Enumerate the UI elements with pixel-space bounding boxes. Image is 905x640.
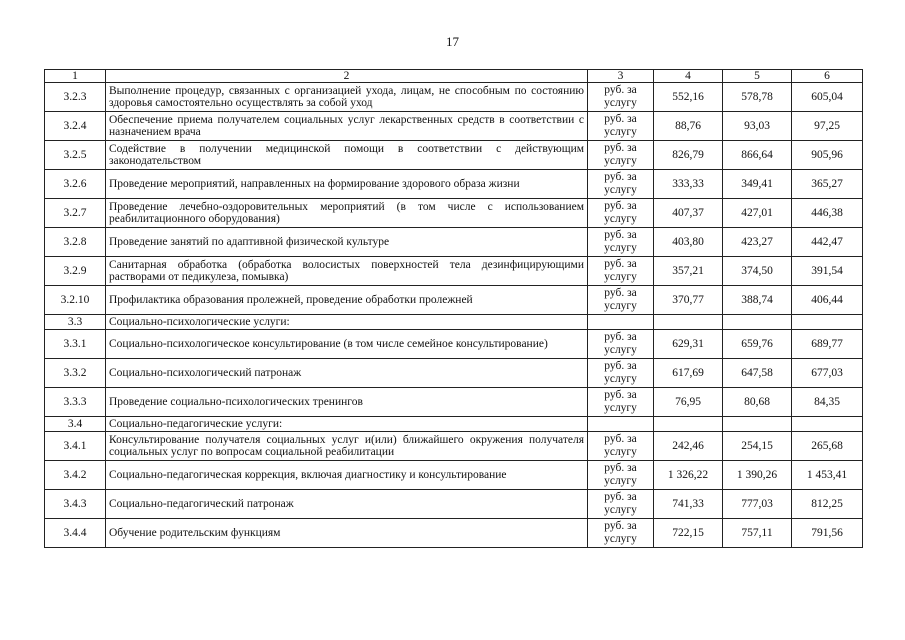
table-row [45, 257, 863, 286]
service-name: Социально-психологический патронаж [106, 359, 588, 388]
tariff-table [44, 69, 863, 548]
empty-cell [792, 315, 863, 330]
table-row [45, 141, 863, 170]
unit-cell: руб. за услугу [588, 432, 654, 461]
value-col-6: 406,44 [792, 286, 863, 315]
value-col-5: 80,68 [723, 388, 792, 417]
empty-cell [654, 417, 723, 432]
value-col-5: 659,76 [723, 330, 792, 359]
table-row [45, 199, 863, 228]
value-col-6: 365,27 [792, 170, 863, 199]
service-name: Содействие в получении медицинской помощи в соответствии с действующим законодательством [106, 141, 588, 170]
item-code: 3.2.5 [45, 141, 106, 170]
service-name: Обеспечение приема получателем социальных услуг лекарственных средств в соответствии с назначением врача [106, 112, 588, 141]
value-col-4: 1 326,22 [654, 461, 723, 490]
section-row [45, 417, 863, 432]
value-col-6: 689,77 [792, 330, 863, 359]
value-col-4: 403,80 [654, 228, 723, 257]
value-col-5: 578,78 [723, 83, 792, 112]
value-col-5: 866,64 [723, 141, 792, 170]
value-col-6: 265,68 [792, 432, 863, 461]
service-name: Проведение занятий по адаптивной физической культуре [106, 228, 588, 257]
unit-cell: руб. за услугу [588, 286, 654, 315]
item-code: 3.3.2 [45, 359, 106, 388]
value-col-5: 1 390,26 [723, 461, 792, 490]
value-col-6: 677,03 [792, 359, 863, 388]
empty-cell [588, 417, 654, 432]
value-col-4: 76,95 [654, 388, 723, 417]
value-col-6: 605,04 [792, 83, 863, 112]
section-title: Социально-педагогические услуги: [106, 417, 588, 432]
unit-cell: руб. за услугу [588, 141, 654, 170]
table-row [45, 170, 863, 199]
value-col-5: 254,15 [723, 432, 792, 461]
value-col-4: 88,76 [654, 112, 723, 141]
table-header-row [45, 70, 863, 83]
service-name: Выполнение процедур, связанных с организацией ухода, лицам, не способным по состоянию здоровья самостоятельно осуществлять за собой уход [106, 83, 588, 112]
value-col-5: 757,11 [723, 519, 792, 548]
value-col-4: 370,77 [654, 286, 723, 315]
empty-cell [723, 315, 792, 330]
header-cell: 2 [106, 70, 588, 83]
table-row [45, 359, 863, 388]
empty-cell [588, 315, 654, 330]
unit-cell: руб. за услугу [588, 257, 654, 286]
value-col-5: 93,03 [723, 112, 792, 141]
item-code: 3.4.4 [45, 519, 106, 548]
item-code: 3.2.8 [45, 228, 106, 257]
service-name: Консультирование получателя социальных услуг и(или) ближайшего окружения получателя социальных услуг по вопросам социальной реабилитации [106, 432, 588, 461]
value-col-4: 826,79 [654, 141, 723, 170]
unit-cell: руб. за услугу [588, 199, 654, 228]
item-code: 3.2.9 [45, 257, 106, 286]
unit-cell: руб. за услугу [588, 461, 654, 490]
table-row [45, 83, 863, 112]
value-col-4: 617,69 [654, 359, 723, 388]
value-col-6: 391,54 [792, 257, 863, 286]
service-name: Профилактика образования пролежней, проведение обработки пролежней [106, 286, 588, 315]
unit-cell: руб. за услугу [588, 388, 654, 417]
value-col-6: 97,25 [792, 112, 863, 141]
table-row [45, 388, 863, 417]
value-col-4: 741,33 [654, 490, 723, 519]
value-col-6: 1 453,41 [792, 461, 863, 490]
header-cell: 6 [792, 70, 863, 83]
header-cell: 4 [654, 70, 723, 83]
unit-cell: руб. за услугу [588, 112, 654, 141]
page-number: 17 [446, 34, 459, 49]
value-col-5: 374,50 [723, 257, 792, 286]
service-name: Санитарная обработка (обработка волосистых поверхностей тела дезинфицирующими растворами от педикулеза, помывка) [106, 257, 588, 286]
value-col-5: 349,41 [723, 170, 792, 199]
value-col-4: 333,33 [654, 170, 723, 199]
empty-cell [723, 417, 792, 432]
value-col-5: 423,27 [723, 228, 792, 257]
value-col-5: 427,01 [723, 199, 792, 228]
value-col-5: 777,03 [723, 490, 792, 519]
item-code: 3.2.10 [45, 286, 106, 315]
table-row [45, 490, 863, 519]
value-col-4: 722,15 [654, 519, 723, 548]
unit-cell: руб. за услугу [588, 83, 654, 112]
service-name: Проведение мероприятий, направленных на формирование здорового образа жизни [106, 170, 588, 199]
service-name: Социально-психологическое консультирование (в том числе семейное консультирование) [106, 330, 588, 359]
value-col-4: 407,37 [654, 199, 723, 228]
unit-cell: руб. за услугу [588, 359, 654, 388]
section-code: 3.4 [45, 417, 106, 432]
value-col-6: 442,47 [792, 228, 863, 257]
service-name: Социально-педагогическая коррекция, включая диагностику и консультирование [106, 461, 588, 490]
section-code: 3.3 [45, 315, 106, 330]
service-name: Социально-педагогический патронаж [106, 490, 588, 519]
value-col-4: 629,31 [654, 330, 723, 359]
value-col-4: 552,16 [654, 83, 723, 112]
item-code: 3.3.1 [45, 330, 106, 359]
table-row [45, 112, 863, 141]
value-col-6: 84,35 [792, 388, 863, 417]
table-row [45, 286, 863, 315]
unit-cell: руб. за услугу [588, 330, 654, 359]
value-col-6: 446,38 [792, 199, 863, 228]
item-code: 3.2.7 [45, 199, 106, 228]
value-col-5: 647,58 [723, 359, 792, 388]
item-code: 3.3.3 [45, 388, 106, 417]
header-cell: 1 [45, 70, 106, 83]
item-code: 3.2.3 [45, 83, 106, 112]
header-cell: 3 [588, 70, 654, 83]
table-row [45, 432, 863, 461]
item-code: 3.4.3 [45, 490, 106, 519]
service-name: Обучение родительским функциям [106, 519, 588, 548]
unit-cell: руб. за услугу [588, 170, 654, 199]
section-row [45, 315, 863, 330]
value-col-5: 388,74 [723, 286, 792, 315]
empty-cell [654, 315, 723, 330]
section-title: Социально-психологические услуги: [106, 315, 588, 330]
header-cell: 5 [723, 70, 792, 83]
item-code: 3.2.6 [45, 170, 106, 199]
service-name: Проведение лечебно-оздоровительных мероприятий (в том числе с использованием реабилитационного оборудования) [106, 199, 588, 228]
value-col-4: 357,21 [654, 257, 723, 286]
item-code: 3.2.4 [45, 112, 106, 141]
value-col-6: 791,56 [792, 519, 863, 548]
service-name: Проведение социально-психологических тренингов [106, 388, 588, 417]
table-row [45, 519, 863, 548]
unit-cell: руб. за услугу [588, 519, 654, 548]
value-col-6: 812,25 [792, 490, 863, 519]
value-col-4: 242,46 [654, 432, 723, 461]
item-code: 3.4.1 [45, 432, 106, 461]
table-row [45, 330, 863, 359]
empty-cell [792, 417, 863, 432]
value-col-6: 905,96 [792, 141, 863, 170]
table-row [45, 228, 863, 257]
item-code: 3.4.2 [45, 461, 106, 490]
unit-cell: руб. за услугу [588, 490, 654, 519]
table-row [45, 461, 863, 490]
unit-cell: руб. за услугу [588, 228, 654, 257]
